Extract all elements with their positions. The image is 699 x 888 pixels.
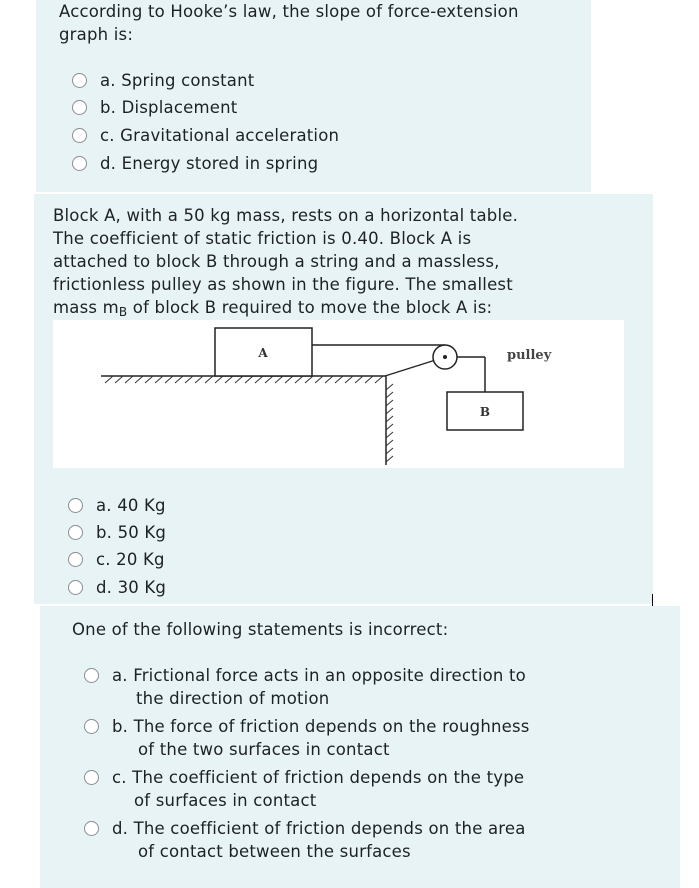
q3-option-b-radio[interactable] bbox=[84, 719, 99, 734]
table-edge-hatching bbox=[386, 384, 393, 462]
q2-option-d-label: d. 30 Kg bbox=[96, 578, 167, 597]
q1-option-d-radio[interactable] bbox=[72, 156, 87, 171]
pulley-diagram bbox=[53, 320, 624, 468]
line-5-pre: mass m bbox=[53, 298, 119, 317]
question-1-text-line-1: According to Hooke’s law, the slope of force-extension bbox=[59, 2, 519, 21]
block-a-label: A bbox=[258, 346, 268, 360]
question-1-text bbox=[59, 0, 519, 46]
q1-option-d-label: d. Energy stored in spring bbox=[100, 154, 319, 173]
q3-option-b-line-1: b. The force of friction depends on the roughness bbox=[112, 717, 530, 736]
q2-option-d[interactable] bbox=[68, 576, 166, 599]
text-cursor bbox=[652, 594, 653, 606]
q1-option-d[interactable] bbox=[72, 152, 318, 175]
question-2-text-line-1: Block A, with a 50 kg mass, rests on a horizontal table. bbox=[53, 206, 519, 225]
q3-option-a-line-1: a. Frictional force acts in an opposite direction to bbox=[112, 666, 526, 685]
subscript-b: B bbox=[118, 305, 128, 319]
question-1-text-line-2: graph is: bbox=[59, 25, 134, 44]
q3-option-d-radio[interactable] bbox=[84, 821, 99, 836]
q1-option-b[interactable] bbox=[72, 96, 237, 119]
q3-option-d[interactable] bbox=[84, 817, 526, 863]
q2-option-a-radio[interactable] bbox=[68, 498, 83, 513]
q3-option-c-line-2: of surfaces in contact bbox=[134, 791, 317, 810]
q1-option-c-label: c. Gravitational acceleration bbox=[100, 126, 340, 145]
question-3-text: One of the following statements is incorrect: bbox=[72, 620, 449, 639]
q3-option-d-line-1: d. The coefficient of friction depends on the area bbox=[112, 819, 526, 838]
q3-option-b[interactable] bbox=[84, 715, 530, 761]
q2-option-a-label: a. 40 Kg bbox=[96, 496, 166, 515]
q3-option-c-radio[interactable] bbox=[84, 770, 99, 785]
q1-option-b-label: b. Displacement bbox=[100, 98, 238, 117]
q3-option-a-radio[interactable] bbox=[84, 668, 99, 683]
question-2-text-line-3: attached to block B through a string and a massless, bbox=[53, 252, 500, 271]
block-b-label: B bbox=[479, 405, 491, 419]
q3-option-d-line-2: of contact between the surfaces bbox=[138, 842, 411, 861]
q2-option-c-radio[interactable] bbox=[68, 552, 83, 567]
q3-option-b-line-2: of the two surfaces in contact bbox=[138, 740, 390, 759]
question-2-text-line-4: frictionless pulley as shown in the figure. The smallest bbox=[53, 275, 513, 294]
q3-option-a-label bbox=[112, 664, 526, 710]
q1-option-a-label: a. Spring constant bbox=[100, 71, 255, 90]
table-hatching bbox=[105, 376, 383, 383]
q3-option-a[interactable] bbox=[84, 664, 526, 710]
q1-option-b-radio[interactable] bbox=[72, 100, 87, 115]
q1-option-a[interactable] bbox=[72, 69, 254, 92]
pulley-figure bbox=[53, 320, 624, 468]
q1-option-a-radio[interactable] bbox=[72, 73, 87, 88]
q2-option-b-label: b. 50 Kg bbox=[96, 523, 167, 542]
q3-option-b-label bbox=[112, 715, 530, 761]
q3-option-c[interactable] bbox=[84, 766, 524, 812]
q3-option-c-line-1: c. The coefficient of friction depends on the type bbox=[112, 768, 525, 787]
q3-option-d-label bbox=[112, 817, 526, 863]
question-2-text bbox=[53, 204, 518, 321]
q1-option-c-radio[interactable] bbox=[72, 128, 87, 143]
pulley-label: pulley bbox=[507, 348, 552, 363]
q2-option-b-radio[interactable] bbox=[68, 525, 83, 540]
q2-option-c[interactable] bbox=[68, 548, 165, 571]
question-2-text-line-5 bbox=[53, 296, 518, 321]
q3-option-c-label bbox=[112, 766, 524, 812]
q2-option-c-label: c. 20 Kg bbox=[96, 550, 165, 569]
q2-option-b[interactable] bbox=[68, 521, 166, 544]
line-5-post: of block B required to move the block A is: bbox=[127, 298, 493, 317]
q2-option-a[interactable] bbox=[68, 494, 166, 517]
q1-option-c[interactable] bbox=[72, 124, 339, 147]
pulley-axle bbox=[443, 355, 447, 359]
q3-option-a-line-2: the direction of motion bbox=[136, 689, 330, 708]
question-2-text-line-2: The coefficient of static friction is 0.40. Block A is bbox=[53, 229, 472, 248]
q2-option-d-radio[interactable] bbox=[68, 580, 83, 595]
